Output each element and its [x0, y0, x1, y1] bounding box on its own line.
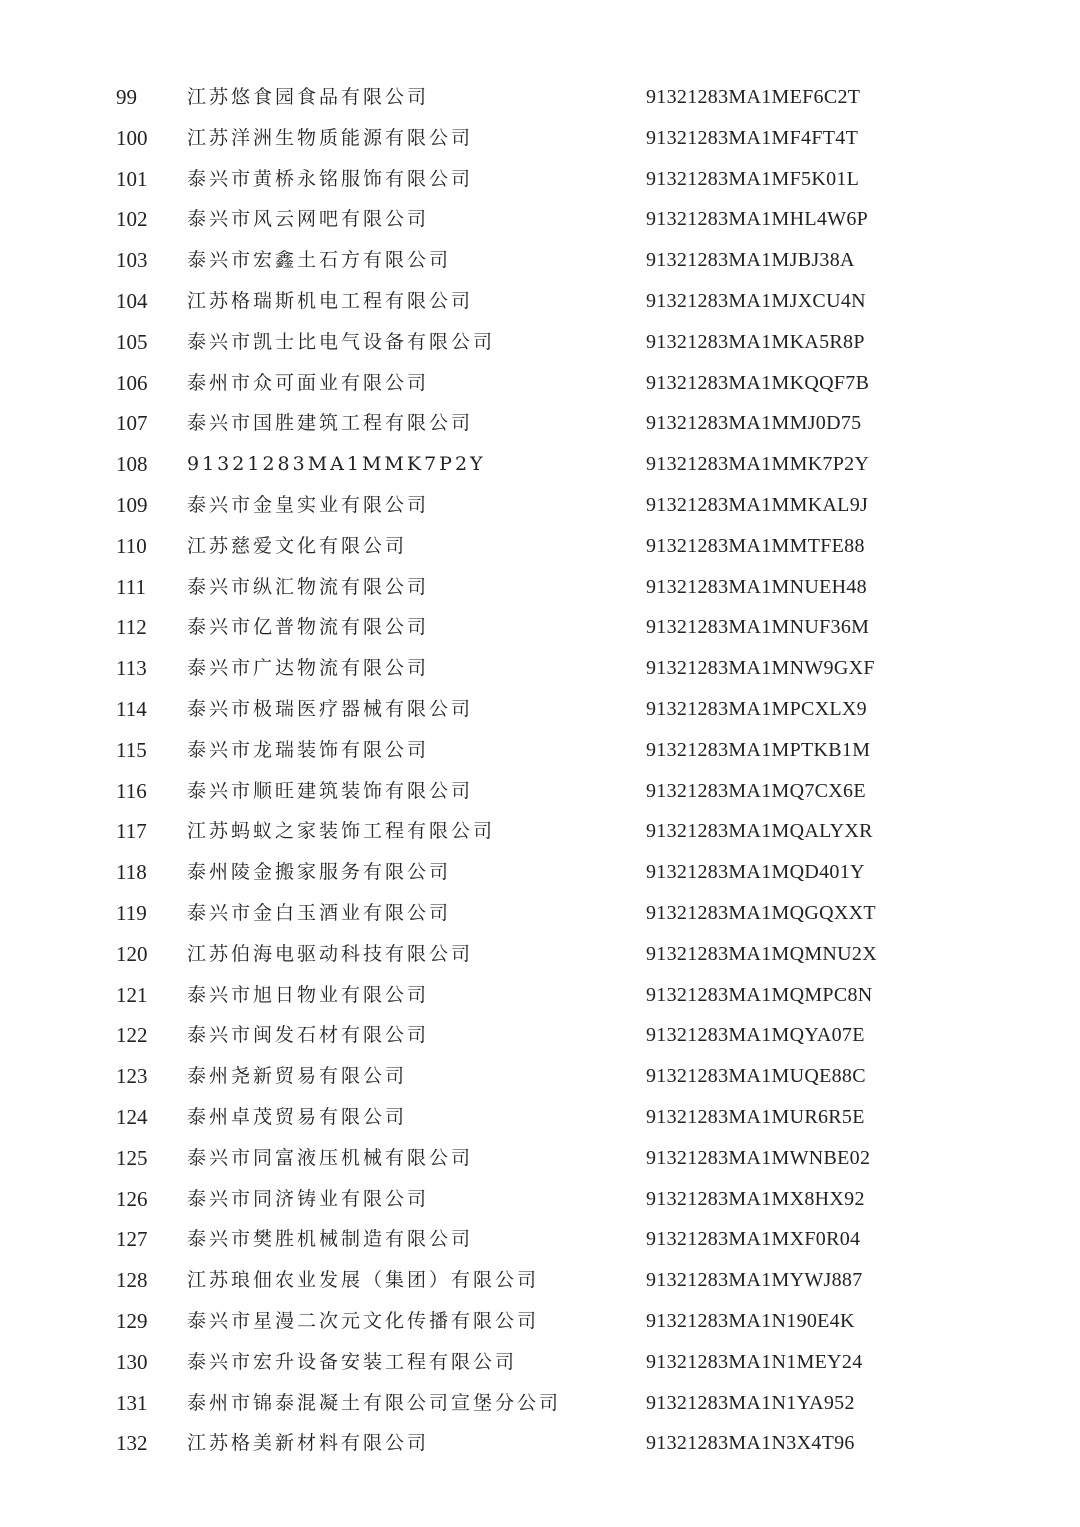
list-item — [0, 159, 1080, 200]
company-name: 泰兴市广达物流有限公司 — [187, 657, 430, 680]
row-number: 117 — [116, 819, 147, 844]
credit-code: 91321283MA1MPCXLX9 — [646, 697, 867, 720]
row-number: 119 — [116, 900, 147, 925]
credit-code: 91321283MA1MF5K01L — [646, 167, 860, 190]
company-name: 泰兴市国胜建筑工程有限公司 — [187, 412, 474, 435]
row-number: 105 — [116, 329, 148, 354]
company-list — [0, 77, 1080, 1464]
row-number: 123 — [116, 1064, 148, 1089]
list-item — [0, 281, 1080, 322]
row-number: 132 — [116, 1431, 148, 1456]
credit-code: 91321283MA1N3X4T96 — [646, 1432, 855, 1455]
row-number: 113 — [116, 656, 147, 681]
list-item — [0, 975, 1080, 1016]
list-item — [0, 567, 1080, 608]
list-item — [0, 934, 1080, 975]
list-item — [0, 771, 1080, 812]
list-item — [0, 811, 1080, 852]
company-name: 泰州陵金搬家服务有限公司 — [187, 861, 452, 884]
credit-code: 91321283MA1MXF0R04 — [646, 1228, 861, 1251]
company-name: 江苏悠食园食品有限公司 — [187, 86, 430, 108]
row-number: 110 — [116, 533, 147, 558]
list-item — [0, 322, 1080, 363]
company-name: 江苏琅佃农业发展（集团）有限公司 — [187, 1269, 540, 1292]
list-item — [0, 1260, 1080, 1301]
credit-code: 91321283MA1MQ7CX6E — [646, 779, 866, 802]
credit-code: 91321283MA1MF4FT4T — [646, 126, 859, 149]
credit-code: 91321283MA1MYWJ887 — [646, 1269, 863, 1292]
credit-code: 91321283MA1MKQQF7B — [646, 371, 870, 394]
list-item — [0, 1015, 1080, 1056]
row-number: 118 — [116, 860, 147, 885]
credit-code: 91321283MA1MNUEH48 — [646, 575, 867, 598]
list-item — [0, 852, 1080, 893]
company-name: 泰州市众可面业有限公司 — [187, 371, 430, 394]
company-name: 泰兴市旭日物业有限公司 — [187, 983, 430, 1006]
row-number: 112 — [116, 615, 147, 640]
credit-code: 91321283MA1MJXCU4N — [646, 289, 866, 312]
list-item — [0, 485, 1080, 526]
list-item — [0, 648, 1080, 689]
credit-code: 91321283MA1MMK7P2Y — [646, 453, 870, 476]
credit-code: 91321283MA1MQGQXXT — [646, 901, 876, 924]
row-number: 106 — [116, 370, 148, 395]
credit-code: 91321283MA1MUQE88C — [646, 1065, 866, 1088]
row-number: 125 — [116, 1145, 148, 1170]
credit-code: 91321283MA1MQMPC8N — [646, 983, 873, 1006]
list-item — [0, 1383, 1080, 1424]
row-number: 114 — [116, 696, 147, 721]
row-number: 131 — [116, 1390, 148, 1415]
list-item — [0, 1138, 1080, 1179]
row-number: 99 — [116, 85, 137, 109]
list-item — [0, 1301, 1080, 1342]
company-name: 泰兴市纵汇物流有限公司 — [187, 575, 430, 598]
credit-code: 91321283MA1MMKAL9J — [646, 493, 869, 516]
company-name: 泰兴市宏升设备安装工程有限公司 — [187, 1350, 518, 1373]
company-name: 泰兴市樊胜机械制造有限公司 — [187, 1228, 474, 1251]
company-name: 江苏洋洲生物质能源有限公司 — [187, 126, 474, 149]
credit-code: 91321283MA1MWNBE02 — [646, 1146, 871, 1169]
row-number: 103 — [116, 248, 148, 273]
company-name: 泰兴市金白玉酒业有限公司 — [187, 901, 452, 924]
credit-code: 91321283MA1MPTKB1M — [646, 738, 871, 761]
company-name: 江苏伯海电驱动科技有限公司 — [187, 942, 474, 965]
company-name: 泰兴市星漫二次元文化传播有限公司 — [187, 1309, 540, 1332]
company-name: 泰兴市宏鑫土石方有限公司 — [187, 249, 452, 272]
credit-code: 91321283MA1MQMNU2X — [646, 942, 877, 965]
row-number: 126 — [116, 1186, 148, 1211]
row-number: 129 — [116, 1308, 148, 1333]
credit-code: 91321283MA1MNUF36M — [646, 616, 870, 639]
company-name: 江苏蚂蚁之家装饰工程有限公司 — [187, 820, 496, 843]
company-name: 江苏格美新材料有限公司 — [187, 1432, 430, 1455]
company-name: 91321283MA1MMK7P2Y — [187, 453, 486, 476]
credit-code: 91321283MA1MNW9GXF — [646, 657, 875, 680]
company-name: 泰兴市凯士比电气设备有限公司 — [187, 330, 496, 353]
list-item — [0, 1179, 1080, 1220]
row-number: 108 — [116, 452, 148, 477]
row-number: 120 — [116, 941, 148, 966]
credit-code: 91321283MA1MMJ0D75 — [646, 412, 862, 435]
list-item — [0, 1423, 1080, 1464]
row-number: 116 — [116, 778, 147, 803]
list-item — [0, 240, 1080, 281]
credit-code: 91321283MA1N1YA952 — [646, 1391, 855, 1414]
company-name: 泰兴市金皇实业有限公司 — [187, 493, 430, 516]
row-number: 130 — [116, 1349, 148, 1374]
row-number: 128 — [116, 1268, 148, 1293]
company-name: 江苏格瑞斯机电工程有限公司 — [187, 289, 474, 312]
list-item — [0, 118, 1080, 159]
row-number: 102 — [116, 207, 148, 232]
company-name: 泰兴市亿普物流有限公司 — [187, 616, 430, 639]
list-item — [0, 77, 1080, 118]
list-item — [0, 1056, 1080, 1097]
row-number: 111 — [116, 574, 146, 599]
company-name: 泰兴市顺旺建筑装饰有限公司 — [187, 779, 474, 802]
company-name: 泰兴市极瑞医疗器械有限公司 — [187, 697, 474, 720]
list-item — [0, 1342, 1080, 1383]
credit-code: 91321283MA1MMTFE88 — [646, 534, 865, 557]
credit-code: 91321283MA1N190E4K — [646, 1309, 855, 1332]
credit-code: 91321283MA1MQD401Y — [646, 861, 865, 884]
row-number: 100 — [116, 125, 148, 150]
row-number: 115 — [116, 737, 147, 762]
row-number: 104 — [116, 288, 148, 313]
row-number: 101 — [116, 166, 148, 191]
list-item — [0, 1097, 1080, 1138]
credit-code: 91321283MA1MHL4W6P — [646, 208, 869, 231]
credit-code: 91321283MA1MQALYXR — [646, 820, 873, 843]
company-name: 泰兴市同济铸业有限公司 — [187, 1187, 430, 1210]
list-item — [0, 199, 1080, 240]
list-item — [0, 403, 1080, 444]
row-number: 124 — [116, 1104, 148, 1129]
credit-code: 91321283MA1MEF6C2T — [646, 86, 861, 108]
credit-code: 91321283MA1MKA5R8P — [646, 330, 865, 353]
row-number: 122 — [116, 1023, 148, 1048]
credit-code: 91321283MA1MJBJ38A — [646, 249, 855, 272]
list-item — [0, 893, 1080, 934]
credit-code: 91321283MA1MQYA07E — [646, 1024, 865, 1047]
list-item — [0, 1219, 1080, 1260]
company-name: 泰州尧新贸易有限公司 — [187, 1065, 408, 1088]
company-name: 泰兴市同富液压机械有限公司 — [187, 1146, 474, 1169]
company-name: 泰州市锦泰混凝土有限公司宣堡分公司 — [187, 1391, 562, 1414]
list-item — [0, 689, 1080, 730]
row-number: 127 — [116, 1227, 148, 1252]
company-name: 江苏慈爱文化有限公司 — [187, 534, 408, 557]
credit-code: 91321283MA1N1MEY24 — [646, 1350, 863, 1373]
list-item — [0, 444, 1080, 485]
company-name: 泰兴市黄桥永铭服饰有限公司 — [187, 167, 474, 190]
company-name: 泰兴市闽发石材有限公司 — [187, 1024, 430, 1047]
credit-code: 91321283MA1MX8HX92 — [646, 1187, 865, 1210]
company-name: 泰兴市龙瑞装饰有限公司 — [187, 738, 430, 761]
list-item — [0, 526, 1080, 567]
credit-code: 91321283MA1MUR6R5E — [646, 1105, 865, 1128]
list-item — [0, 730, 1080, 771]
list-item — [0, 363, 1080, 404]
row-number: 121 — [116, 982, 148, 1007]
list-item — [0, 607, 1080, 648]
company-name: 泰州卓茂贸易有限公司 — [187, 1105, 408, 1128]
row-number: 109 — [116, 492, 148, 517]
company-name: 泰兴市风云网吧有限公司 — [187, 208, 430, 231]
row-number: 107 — [116, 411, 148, 436]
